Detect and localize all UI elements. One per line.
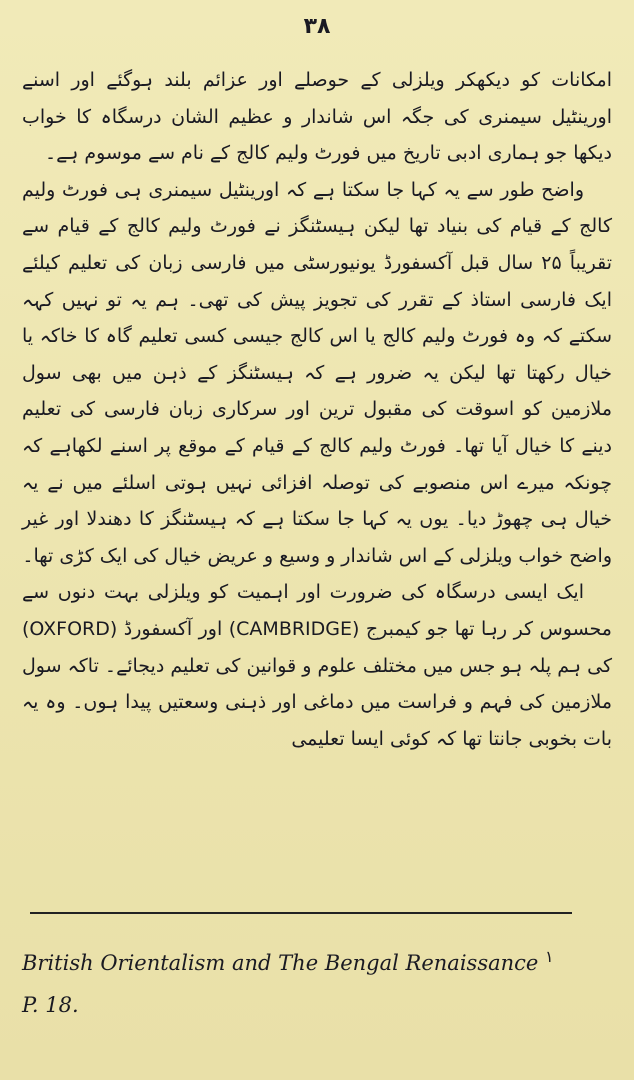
body-text <box>22 62 612 757</box>
paragraph-1: امکانات کو دیکھکر ویلزلی کے حوصلے اور عزائم بلند ہوگئے اور اسنے اورینٹیل سیمنری کی جگہ اس شاندار و عظیم الشان درسگاہ کا خواب دیکھا جو ہماری ادبی تاریخ میں فورٹ ولیم کالج کے نام سے موسوم ہے۔ <box>22 69 612 165</box>
footnote-text: British Orientalism and The Bengal Renaissance <box>22 951 539 975</box>
paragraph-3: ایک ایسی درسگاہ کی ضرورت اور اہمیت کو ویلزلی بہت دنوں سے محسوس کر رہا تھا جو کیمبرج (CAMBRIDGE) اور آکسفورڈ (OXFORD) کی ہم پلہ ہو جس میں مختلف علوم و قوانین کی تعلیم دیجائے۔ تاکہ سول ملازمین کی فہم و فراست میں دماغی اور ذہنی وسعتیں پیدا ہوں۔ وہ یہ بات بخوبی جانتا تھا کہ کوئی ایسا تعلیمی <box>22 581 612 750</box>
footnote <box>22 936 612 1026</box>
paragraph-2: واضح طور سے یہ کہا جا سکتا ہے کہ اورینٹیل سیمنری ہی فورٹ ولیم کالج کے قیام کی بنیاد تھا لیکن ہیسٹنگز نے فورٹ ولیم کالج کے قیام سے تقریباً ۲۵ سال قبل آکسفورڈ یونیورسٹی میں فارسی زبان کی تعلیم کیلئے ایک فارسی استاذ کے تقرر کی تجویز پیش کی تھی۔ ہم یہ تو نہیں کہہ سکتے کہ وہ فورٹ ولیم کالج یا اس کالج جیسی کسی تعلیم گاہ کا خاکہ یا خیال رکھتا تھا لیکن یہ ضرور ہے کہ ہیسٹنگز کے ذہن میں بھی سول ملازمین کو اسوقت کی مقبول ترین اور سرکاری زبان فارسی کی تعلیم دینے کا خیال آیا تھا۔ فورٹ ولیم کالج کے قیام کے موقع پر اسنے لکھاہے کہ چونکہ میرے اس منصوبے کی توصلہ افزائی نہیں ہوتی اسلئے میں نے یہ خیال ہی چھوڑ دیا۔ یوں یہ کہا جا سکتا ہے کہ ہیسٹنگز کا دھندلا اور غیر واضح خواب ویلزلی کے اس شاندار و وسیع و عریض خیال کی ایک کڑی تھا۔ <box>22 178 612 567</box>
page-number: ۳۸ <box>303 14 331 39</box>
footnote-citation <box>22 936 612 984</box>
footnote-divider <box>30 912 572 914</box>
footnote-marker: ۱ <box>545 947 554 966</box>
footnote-page-ref: P. 18. <box>22 993 79 1017</box>
